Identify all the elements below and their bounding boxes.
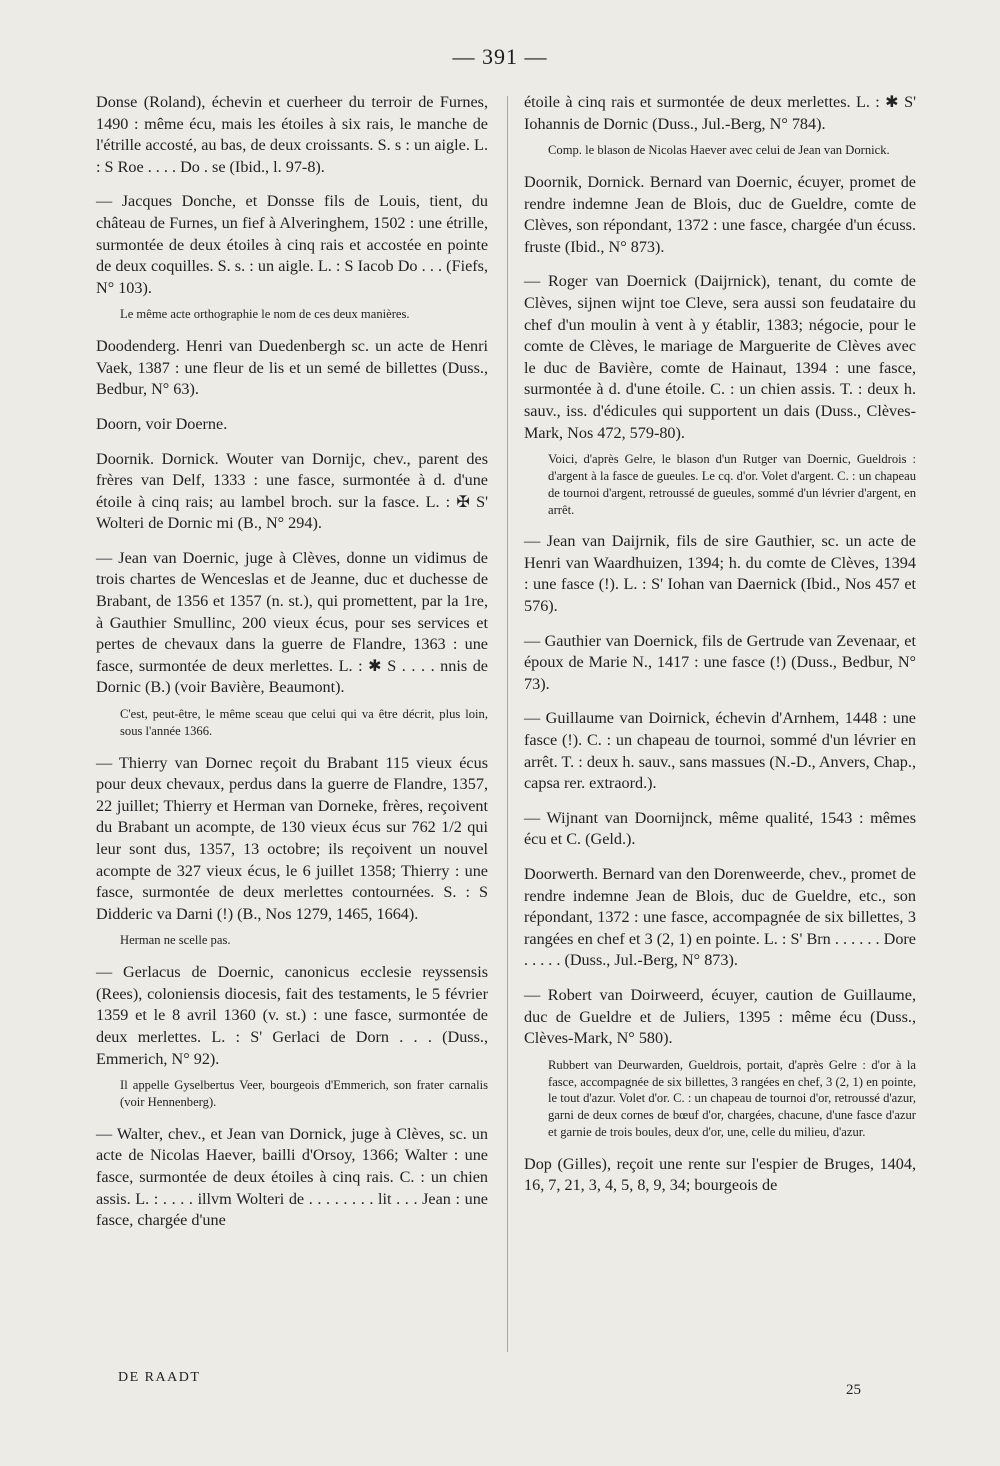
- armorial-entry: Doodenderg. Henri van Duedenbergh sc. un acte de Henri Vaek, 1387 : une fleur de lis et un semé de billettes (Duss., Bedbur, N° 63).: [96, 337, 488, 399]
- left-column: [96, 92, 488, 1245]
- armorial-entry: Doornik, Dornick. Bernard van Doernic, écuyer, promet de rendre indemne Jean de Blois, duc de Gueldre, comte de Clèves, son répondant, 1372 : une fasce, chargée d'un écuss. fruste (Ibid., N° 873).: [524, 172, 916, 256]
- armorial-entry: Dop (Gilles), reçoit une rente sur l'espier de Bruges, 1404, 16, 7, 21, 3, 4, 5, 8, 9, 34; bourgeois de: [524, 1154, 916, 1195]
- editor-note: Herman ne scelle pas.: [120, 933, 231, 948]
- armorial-entry: — Gauthier van Doernick, fils de Gertrude van Zevenaar, et époux de Marie N., 1417 : une fasce (!) (Duss., Bedbur, N° 73).: [524, 631, 916, 693]
- editor-note: Rubbert van Deurwarden, Gueldrois, portait, d'après Gelre : d'or à la fasce, accompagnée de six billettes, 3 rangées en chef, 3 (2, 1) en pointe, le tout d'azur. Volet d'or. C. : un chapeau de tournoi d'or, retroussé d'azur, garni de deux cornes de bœuf d'or, chargées, chacune, d'une fasce d'azur et garnie de trois boules, deux d'or, une, celle du milieu, d'azur.: [548, 1057, 916, 1139]
- armorial-entry: — Jean van Daijrnik, fils de sire Gauthier, sc. un acte de Henri van Waardhuizen, 1394; h. du comte de Clèves, 1394 : une fasce (!). L. : S' Iohan van Daernick (Ibid., Nos 457 et 576).: [524, 532, 916, 616]
- armorial-entry: étoile à cinq rais et surmontée de deux merlettes. L. : ✱ S' Iohannis de Dornic (Duss., Jul.-Berg, N° 784).: [524, 93, 916, 133]
- editor-note: Voici, d'après Gelre, le blason d'un Rutger van Doernic, Gueldrois : d'argent à la fasce de gueules. Le cq. d'or. Volet d'argent. C. : un chapeau de tournoi d'argent, retroussé de gueules, sommé d'un lévrier d'argent, en arrêt.: [548, 452, 916, 517]
- editor-note: Il appelle Gyselbertus Veer, bourgeois d'Emmerich, son frater carnalis (voir Hennenberg).: [120, 1078, 488, 1109]
- armorial-entry: — Wijnant van Doornijnck, même qualité, 1543 : mêmes écu et C. (Geld.).: [524, 808, 916, 849]
- armorial-entry: — Thierry van Dornec reçoit du Brabant 115 vieux écus pour deux chevaux, perdus dans la guerre de Flandre, 1357, 22 juillet; Thierry et Herman van Dorneke, frères, reçoivent du Brabant un acompte, de 130 vieux écus sur 762 1/2 qui leur sont dus, 1357, 13 octobre; ils reçoivent un nouvel acompte de 327 vieux écus, le 6 juillet 1358; Thierry : une fasce, surmontée de deux merlettes contournées. S. : S Didderic va Darni (!) (B., Nos 1279, 1465, 1664).: [96, 753, 488, 923]
- armorial-entry: Donse (Roland), échevin et cuerheer du terroir de Furnes, 1490 : même écu, mais les étoiles à six rais, le manche de l'étrille accosté, au bas, de deux croissants. S. s : un aigle. L. : S Roe . . . . Do . se (Ibid., l. 97-8).: [96, 93, 488, 176]
- armorial-entry: — Guillaume van Doirnick, échevin d'Arnhem, 1448 : une fasce (!). C. : un chapeau de tournoi, sommé d'un lévrier en arrêt. T. : deux h. sauv., sans massues (N.-D., Anvers, Chap., capsa rer. extraord.).: [524, 709, 916, 793]
- footer-signature-number: 25: [846, 1382, 861, 1398]
- editor-note: Le même acte orthographie le nom de ces deux manières.: [120, 307, 410, 322]
- armorial-entry: Doornik. Dornick. Wouter van Dornijc, chev., parent des frères van Delf, 1333 : une fasce, surmontée à d. d'une étoile à cinq rais; au lambel broch. sur la fasce. L. : ✠ S' Wolteri de Dornic mi (B., N° 294).: [96, 449, 488, 533]
- right-column: [524, 92, 916, 1210]
- armorial-entry: — Robert van Doirweerd, écuyer, caution de Guillaume, duc de Gueldre et de Juliers, 1395 : même écu (Duss., Clèves-Mark, N° 580).: [524, 985, 916, 1048]
- editor-note: C'est, peut-être, le même sceau que celui qui va être décrit, plus loin, sous l'année 1366.: [120, 707, 488, 738]
- footer-author: DE RAADT: [118, 1370, 201, 1385]
- armorial-entry: Doorn, voir Doerne.: [96, 414, 228, 433]
- armorial-entry: — Walter, chev., et Jean van Dornick, juge à Clèves, sc. un acte de Nicolas Haever, bailli d'Orsoy, 1366; Walter : une fasce, surmontée de deux étoiles à cinq rais. C. : un chien assis. L. : . . . . illvm Wolteri de . . . . . . . . lit . . . Jean : une fasce, chargée d'une: [96, 1124, 488, 1230]
- armorial-entry: — Roger van Doernick (Daijrnick), tenant, du comte de Clèves, sijnen wijnt toe Cleve, sera aussi son feudataire du chef d'un moulin à vent à y établir, 1383; négocie, pour le comte de Clèves, le mariage de Marguerite de Clèves avec le duc de Bavière, comte de Hainaut, 1394 : une fasce, surmontée à d. d'une étoile. C. : un chien assis. T. : deux h. sauv., iss. d'édicules qui supportent un dais (Duss., Clèves-Mark, Nos 472, 579-80).: [524, 272, 916, 442]
- editor-note: Comp. le blason de Nicolas Haever avec celui de Jean van Dornick.: [548, 143, 890, 158]
- armorial-entry: — Jean van Doernic, juge à Clèves, donne un vidimus de trois chartes de Wenceslas et de Jeanne, duc et duchesse de Brabant, de 1356 et 1357 (n. st.), qui promettent, par la 1re, à Gauthier Smullinc, 200 vieux écus, pour ses services et pertes de chevaux dans la guerre de Flandre, 1363 : une fasce, surmontée de deux merlettes. L. : ✱ S . . . . nnis de Dornic (B.) (voir Bavière, Beaumont).: [96, 548, 488, 697]
- page-number: — 391 —: [452, 44, 548, 69]
- column-divider: [507, 96, 508, 1352]
- armorial-entry: — Jacques Donche, et Donsse fils de Louis, tient, du château de Furnes, un fief à Alveringhem, 1502 : une étrille, surmontée de deux étoiles à cinq rais et accostée en pointe de deux coquilles. S. s. : un aigle. L. : S Iacob Do . . . (Fiefs, N° 103).: [96, 192, 488, 297]
- armorial-entry: — Gerlacus de Doernic, canonicus ecclesie reyssensis (Rees), coloniensis diocesis, fait des testaments, le 5 février 1359 et le 8 avril 1360 (v. st.) : une fasce, surmontée de deux merlettes. L. : S' Gerlaci de Dorn . . . (Duss., Emmerich, N° 92).: [96, 963, 488, 1068]
- armorial-entry: Doorwerth. Bernard van den Dorenweerde, chev., promet de rendre indemne Jean de Blois, duc de Gueldre, etc., son répondant, 1372 : une fasce, accompagnée de six billettes, 3 rangées en chef et 3 (2, 1) en pointe. L. : S' Brn . . . . . . Dore . . . . . (Duss., Jul.-Berg, N° 873).: [524, 865, 916, 970]
